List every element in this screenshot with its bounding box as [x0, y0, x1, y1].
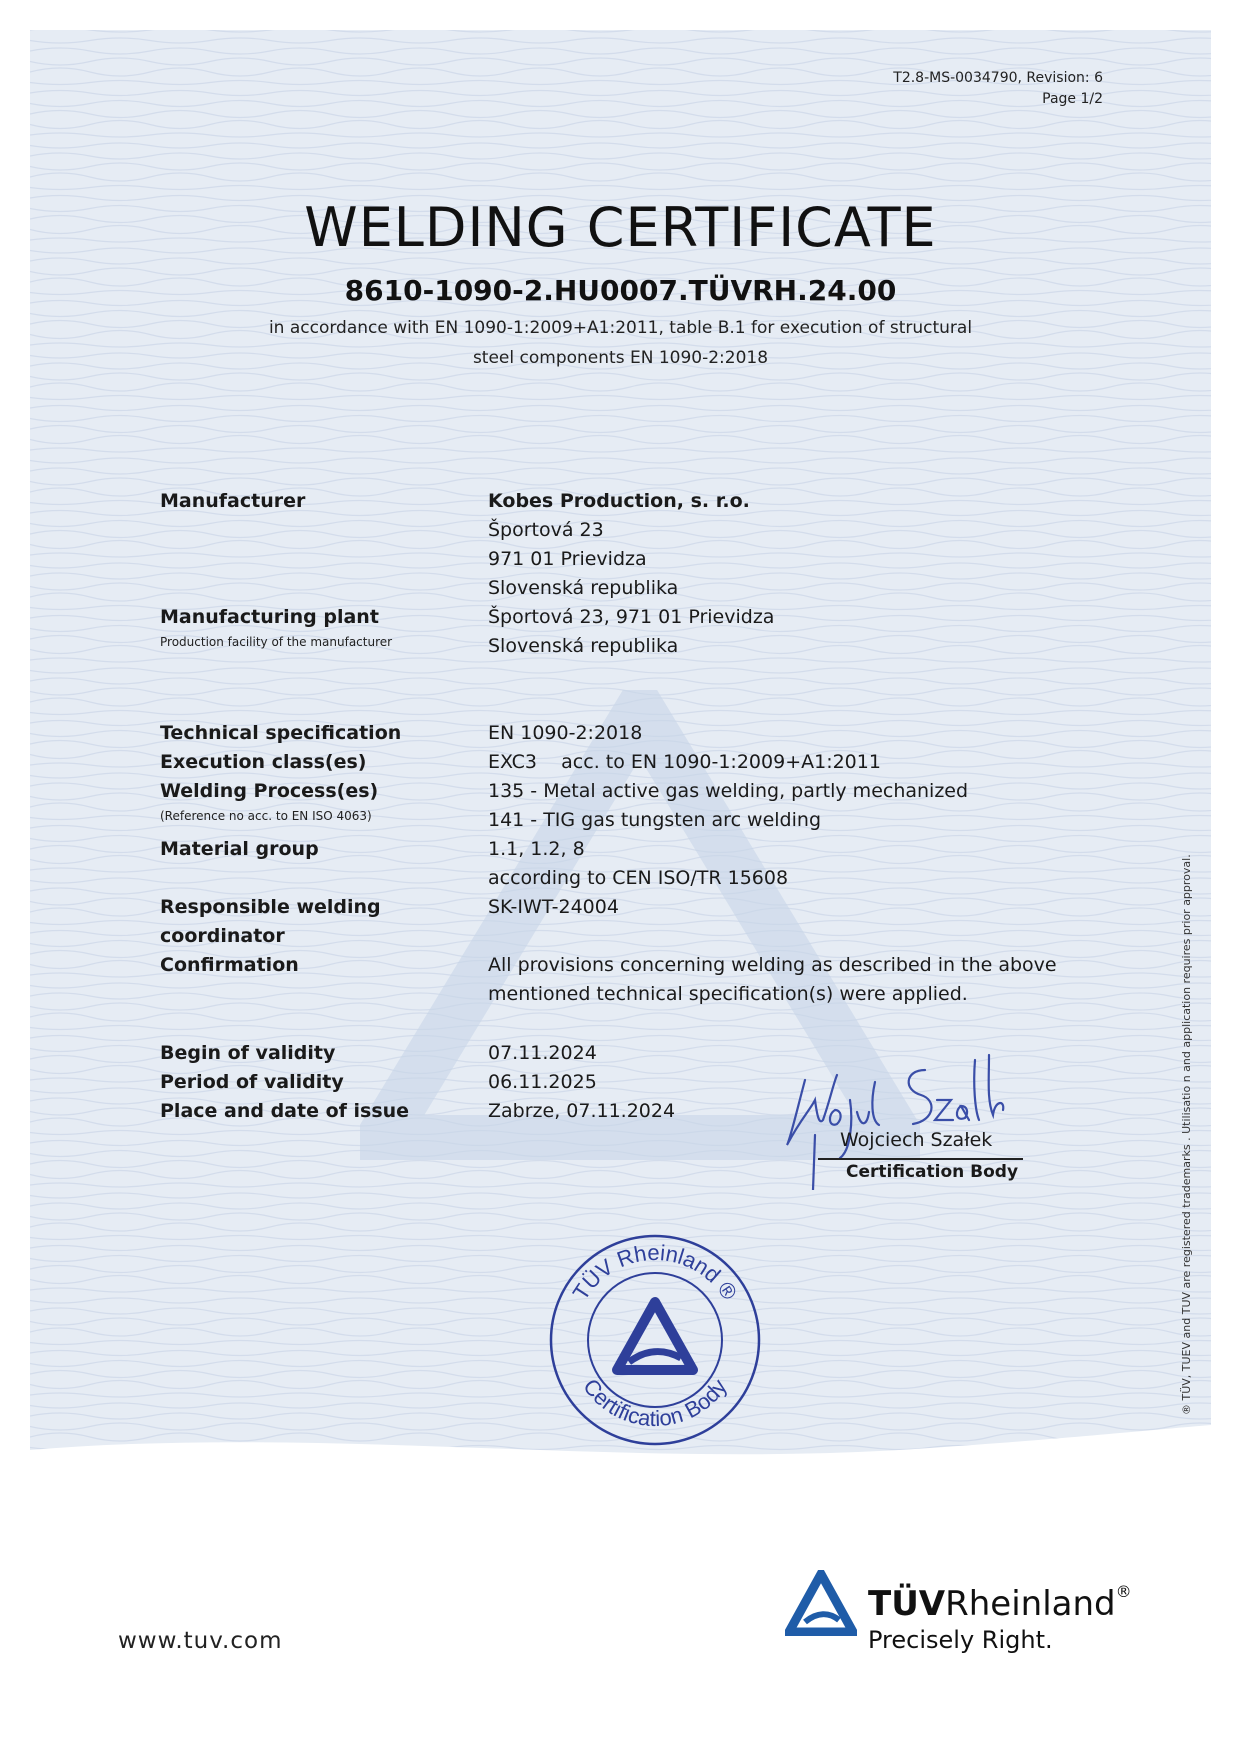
welding-process-sublabel: (Reference no acc. to EN ISO 4063) — [160, 809, 372, 823]
manufacturer-name: Kobes Production, s. r.o. — [488, 490, 750, 512]
manufacturer-city: 971 01 Prievidza — [488, 548, 647, 570]
doc-ref-number: T2.8-MS-0034790, Revision: 6 — [893, 70, 1103, 86]
exec-class-label: Execution class(es) — [160, 751, 367, 773]
website-link[interactable]: www.tuv.com — [118, 1628, 283, 1654]
plant-address: Športová 23, 971 01 Prievidza — [488, 606, 775, 628]
place-date-value: Zabrze, 07.11.2024 — [488, 1100, 676, 1122]
material-group-label: Material group — [160, 838, 319, 860]
brand-registered: ® — [1115, 1582, 1132, 1601]
brand-tagline: Precisely Right. — [868, 1626, 1053, 1654]
certificate-title: WELDING CERTIFICATE — [304, 196, 937, 259]
certificate-number: 8610-1090-2.HU0007.TÜVRH.24.00 — [344, 274, 897, 307]
manufacturer-label: Manufacturer — [160, 490, 306, 512]
material-group-value: 1.1, 1.2, 8 — [488, 838, 585, 860]
rwc-value: SK-IWT-24004 — [488, 896, 619, 918]
accordance-line-1: in accordance with EN 1090-1:2009+A1:2011, table B.1 for execution of structural — [268, 318, 973, 338]
place-date-label: Place and date of issue — [160, 1100, 410, 1122]
tuv-triangle-logo-icon — [785, 1570, 857, 1636]
welding-process-label: Welding Process(es) — [160, 780, 379, 802]
plant-sublabel: Production facility of the manufacturer — [160, 635, 393, 649]
tech-spec-value: EN 1090-2:2018 — [488, 722, 643, 744]
signatory-name: Wojciech Szałek — [840, 1129, 993, 1151]
tech-spec-label: Technical specification — [160, 722, 402, 744]
confirmation-label: Confirmation — [160, 954, 299, 976]
manufacturer-street: Športová 23 — [488, 519, 604, 541]
brand-rest: Rheinland — [945, 1584, 1116, 1624]
accordance-line-2: steel components EN 1090-2:2018 — [472, 348, 769, 368]
certification-seal — [545, 1230, 765, 1450]
accordance-statement — [0, 313, 1241, 373]
brand-bold: TÜV — [868, 1584, 946, 1624]
begin-validity-label: Begin of validity — [160, 1042, 336, 1064]
manufacturer-country: Slovenská republika — [488, 577, 679, 599]
period-validity-value: 06.11.2025 — [488, 1071, 597, 1093]
confirmation-line-1: All provisions concerning welding as described in the above — [488, 954, 1057, 976]
welding-process-1: 135 - Metal active gas welding, partly mechanized — [488, 780, 969, 802]
signatory-role: Certification Body — [846, 1162, 1019, 1182]
exec-class-value: EXC3 acc. to EN 1090-1:2009+A1:2011 — [488, 751, 881, 773]
material-group-ref: according to CEN ISO/TR 15608 — [488, 867, 789, 889]
rwc-label-1: Responsible welding — [160, 896, 381, 918]
brand-name — [868, 1584, 1132, 1624]
begin-validity-value: 07.11.2024 — [488, 1042, 597, 1064]
page-number: Page 1/2 — [1042, 91, 1103, 107]
confirmation-line-2: mentioned technical specification(s) were applied. — [488, 983, 968, 1005]
seal-top-text: TÜV Rheinland ® — [567, 1239, 743, 1305]
welding-process-2: 141 - TIG gas tungsten arc welding — [488, 809, 822, 831]
trademark-note: ® TÜV, TUEV and TUV are registered trademarks . Utilisatio n and application requires prior approval. — [1180, 854, 1193, 1415]
seal-bottom-text: Certification Body — [578, 1374, 732, 1432]
plant-country: Slovenská republika — [488, 635, 679, 657]
document-reference — [893, 68, 1103, 110]
rwc-label-2: coordinator — [160, 925, 285, 947]
plant-label: Manufacturing plant — [160, 606, 379, 628]
signature-line — [818, 1158, 1023, 1160]
period-validity-label: Period of validity — [160, 1071, 344, 1093]
